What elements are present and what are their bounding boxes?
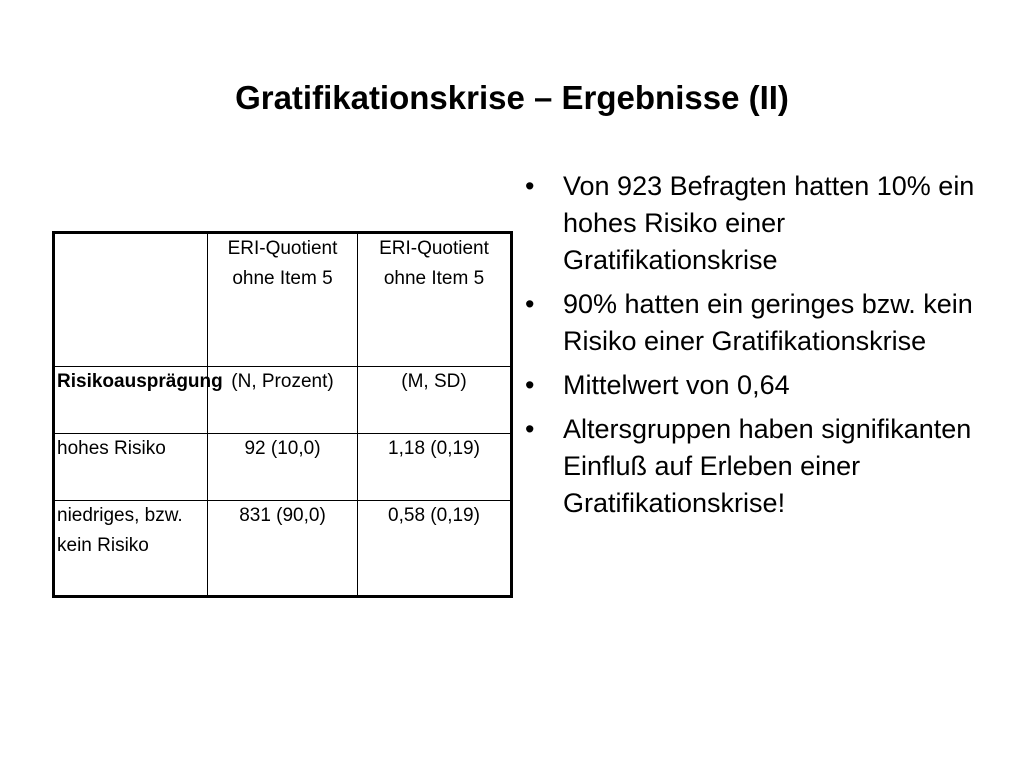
bullet-item (520, 411, 980, 522)
table-subheader-risk: Risikoausprägung (54, 367, 208, 434)
table-cell-n: 831 (90,0) (208, 501, 358, 597)
bullet-icon: • (525, 414, 535, 444)
bullet-item (520, 286, 980, 360)
table-row (54, 501, 512, 597)
bullet-text: Mittelwert von 0,64 (563, 370, 790, 400)
bullet-text: 90% hatten ein geringes bzw. kein Risiko einer Gratifikationskrise (563, 289, 973, 356)
table-cell-msd: 1,18 (0,19) (358, 434, 512, 501)
bullet-icon: • (525, 171, 535, 201)
table-header-row (54, 233, 512, 367)
table-subheader-m-sd: (M, SD) (358, 367, 512, 434)
bullet-list (520, 168, 980, 529)
bullet-item (520, 367, 980, 404)
table-header-cell-n: ERI-Quotient ohne Item 5 (208, 233, 358, 367)
bullet-icon: • (525, 289, 535, 319)
bullet-item (520, 168, 980, 279)
bullet-text: Altersgruppen haben signifikanten Einfluß auf Erleben einer Gratifikationskrise! (563, 414, 972, 518)
table-header-cell-empty (54, 233, 208, 367)
table-cell-msd: 0,58 (0,19) (358, 501, 512, 597)
table-header-cell-msd: ERI-Quotient ohne Item 5 (358, 233, 512, 367)
table-cell-label: niedriges, bzw. kein Risiko (54, 501, 208, 597)
table-cell-n: 92 (10,0) (208, 434, 358, 501)
eri-results-table (52, 231, 513, 598)
table-subheader-row (54, 367, 512, 434)
table-cell-label: hohes Risiko (54, 434, 208, 501)
bullet-icon: • (525, 370, 535, 400)
table-row (54, 434, 512, 501)
bullet-text: Von 923 Befragten hatten 10% ein hohes Risiko einer Gratifikationskrise (563, 171, 975, 275)
slide-title: Gratifikationskrise – Ergebnisse (II) (235, 79, 789, 116)
table-subheader-n-percent: (N, Prozent) (208, 367, 358, 434)
